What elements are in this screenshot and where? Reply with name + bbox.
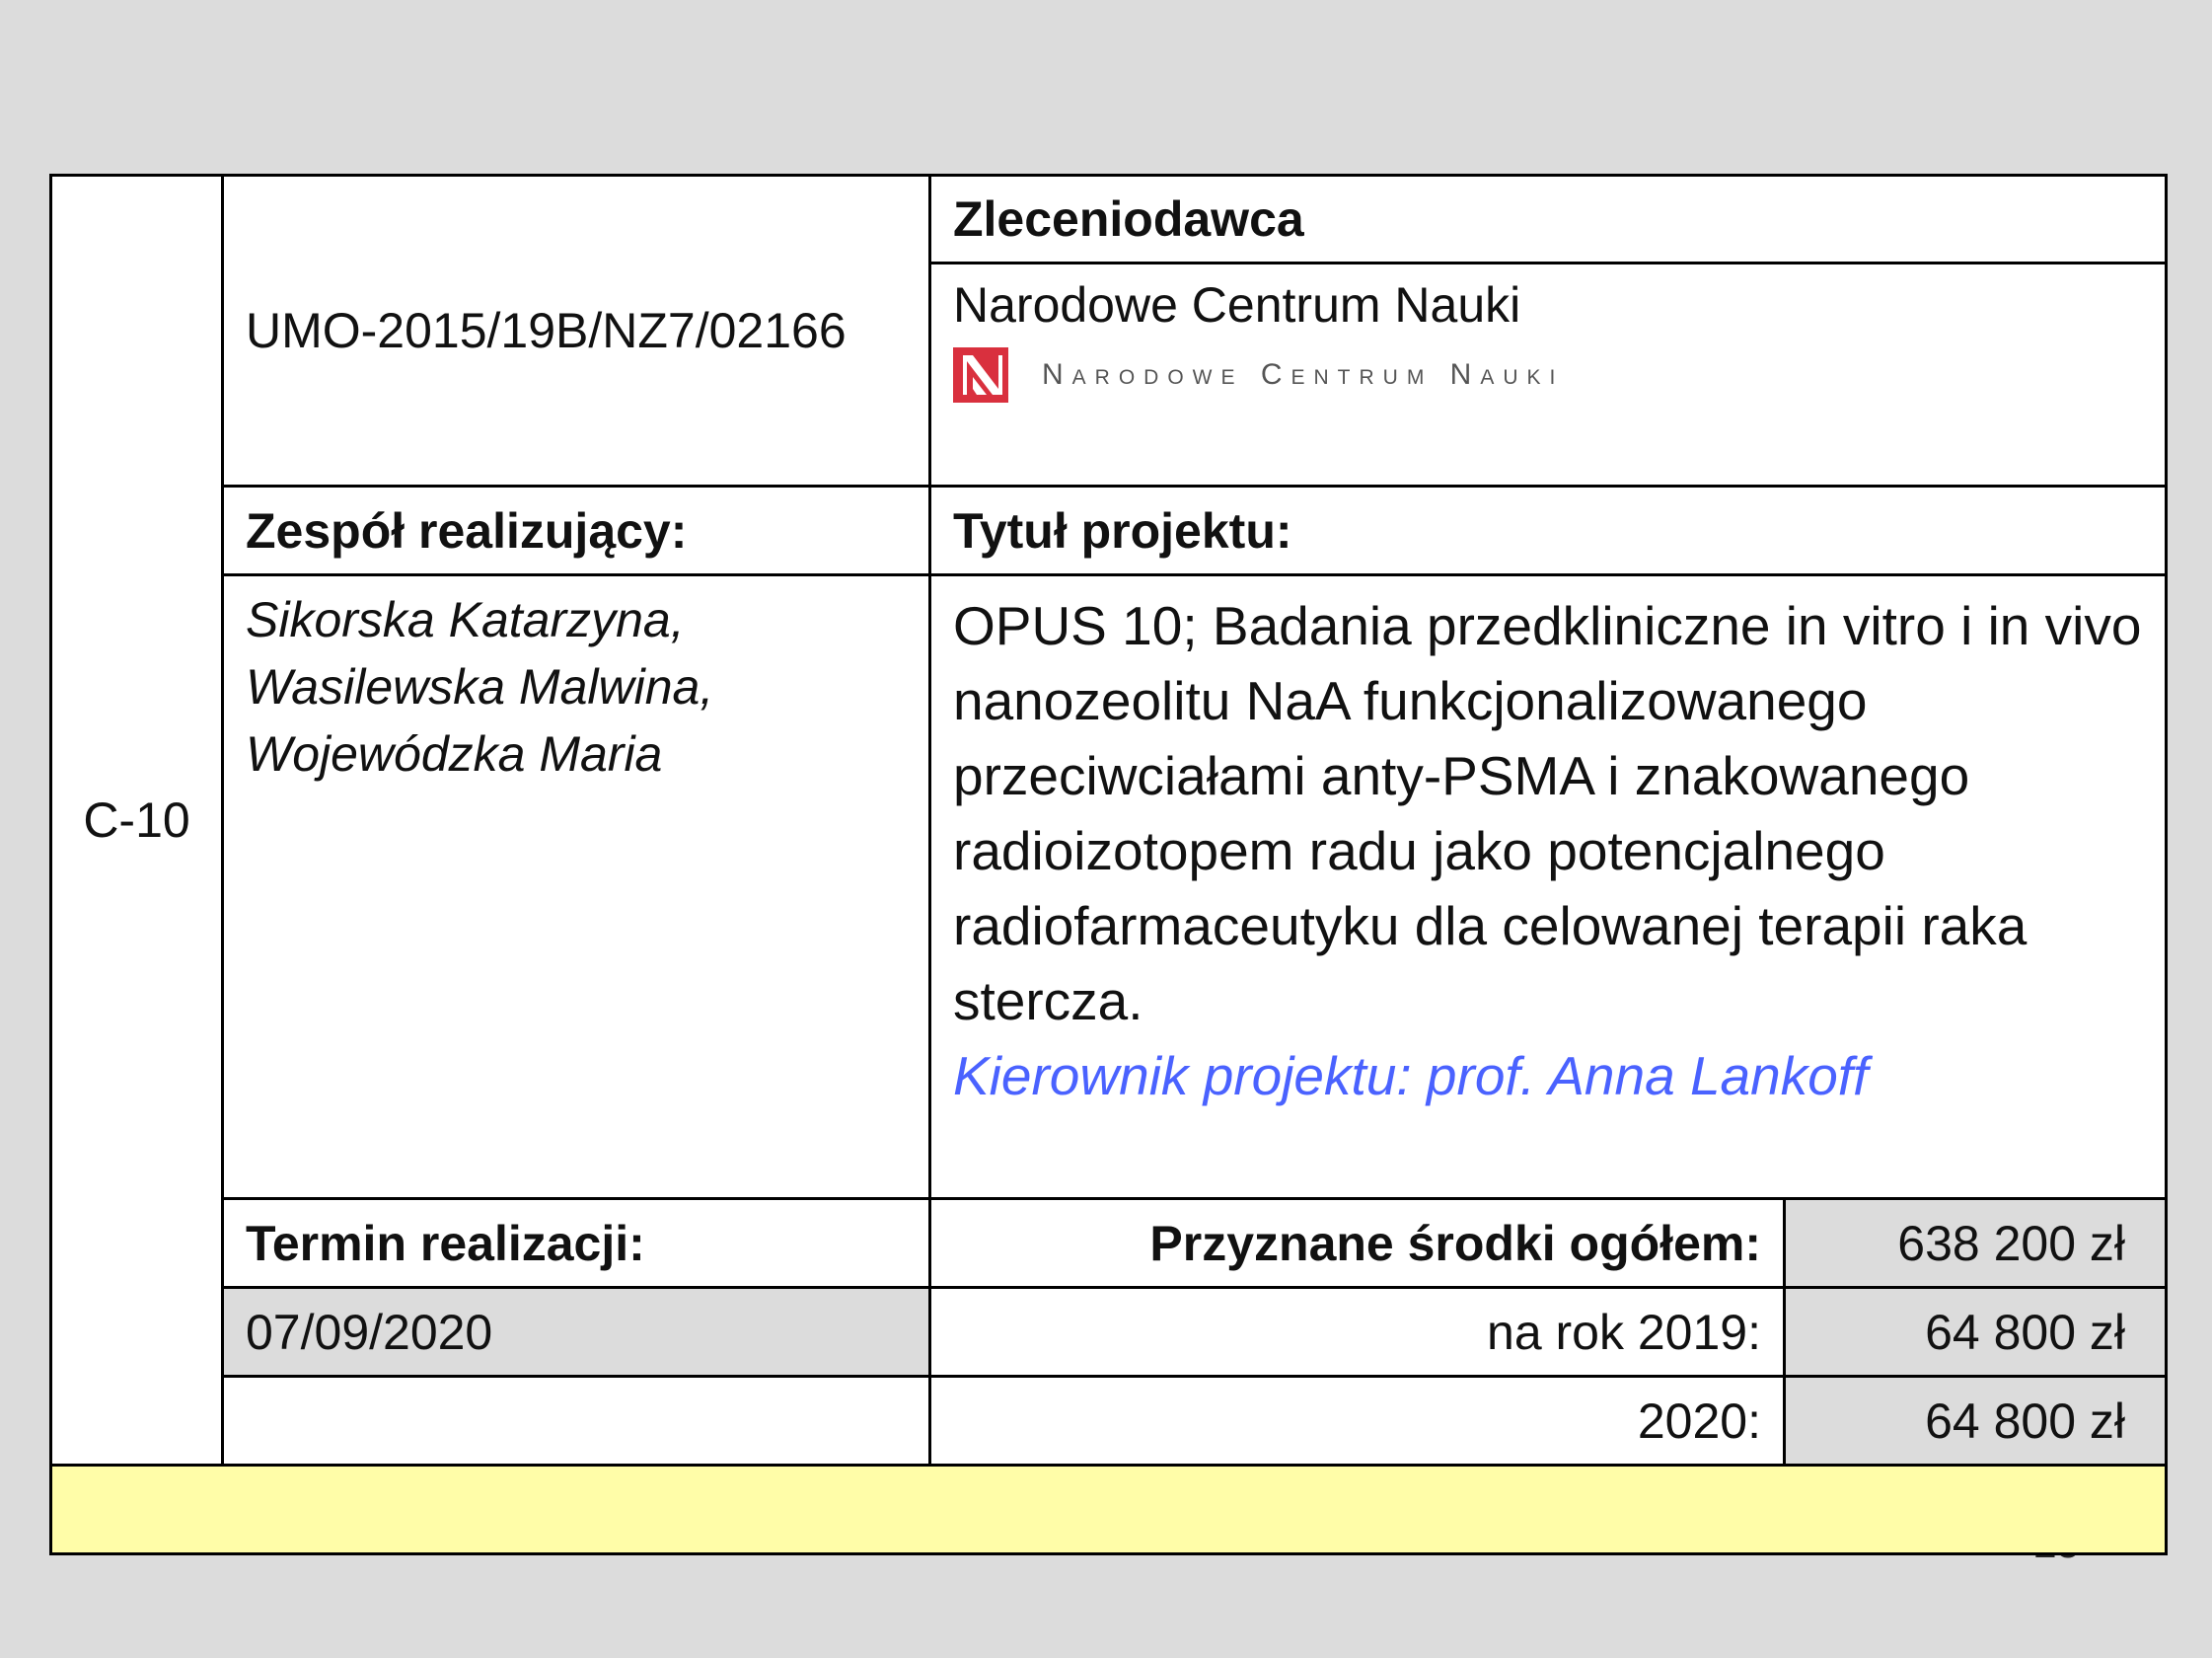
project-title-cell bbox=[930, 575, 2167, 1199]
empty-cell bbox=[223, 1377, 930, 1466]
table-row bbox=[51, 1199, 2167, 1288]
funds-2019-label: na rok 2019: bbox=[930, 1288, 1785, 1377]
contractor-cell bbox=[930, 264, 2167, 487]
highlight-row bbox=[51, 1466, 2167, 1554]
project-title: OPUS 10; Badania przedkliniczne in vitro i in vivo nanozeolitu NaA funkcjonalizowanego przeciwciałami anty-PSMA i znakowanego radioizotopem radu jako potencjalnego radiofarmaceutyku dla celowanej terapii raka stercza. bbox=[953, 595, 2142, 1031]
funds-total-value: 638 200 zł bbox=[1785, 1199, 2167, 1288]
table-row bbox=[51, 176, 2167, 264]
team-members bbox=[223, 575, 930, 1199]
project-manager: Kierownik projektu: prof. Anna Lankoff bbox=[953, 1045, 1869, 1106]
contractor-label: Zleceniodawca bbox=[930, 176, 2167, 264]
funds-2020-value: 64 800 zł bbox=[1785, 1377, 2167, 1466]
ncn-logo-icon bbox=[953, 347, 1008, 403]
project-code: C-10 bbox=[51, 176, 223, 1466]
contractor-logo bbox=[953, 347, 2143, 403]
contract-number: UMO-2015/19B/NZ7/02166 bbox=[223, 176, 930, 487]
contractor-logo-text: Narodowe Centrum Nauki bbox=[1042, 358, 1565, 391]
deadline-label: Termin realizacji: bbox=[223, 1199, 930, 1288]
team-member: Wasilewska Malwina, bbox=[246, 659, 714, 715]
table-row bbox=[51, 1288, 2167, 1377]
title-label: Tytuł projektu: bbox=[930, 487, 2167, 575]
table-row bbox=[51, 487, 2167, 575]
table-row bbox=[51, 575, 2167, 1199]
contractor-name: Narodowe Centrum Nauki bbox=[953, 277, 1521, 333]
funds-2019-value: 64 800 zł bbox=[1785, 1288, 2167, 1377]
deadline-value: 07/09/2020 bbox=[223, 1288, 930, 1377]
table-row bbox=[51, 1377, 2167, 1466]
team-member: Wojewódzka Maria bbox=[246, 726, 663, 782]
team-member: Sikorska Katarzyna, bbox=[246, 592, 685, 647]
funds-2020-label: 2020: bbox=[930, 1377, 1785, 1466]
project-table bbox=[49, 174, 2168, 1555]
highlight-bar bbox=[51, 1466, 2167, 1554]
team-label: Zespół realizujący: bbox=[223, 487, 930, 575]
funds-total-label: Przyznane środki ogółem: bbox=[930, 1199, 1785, 1288]
